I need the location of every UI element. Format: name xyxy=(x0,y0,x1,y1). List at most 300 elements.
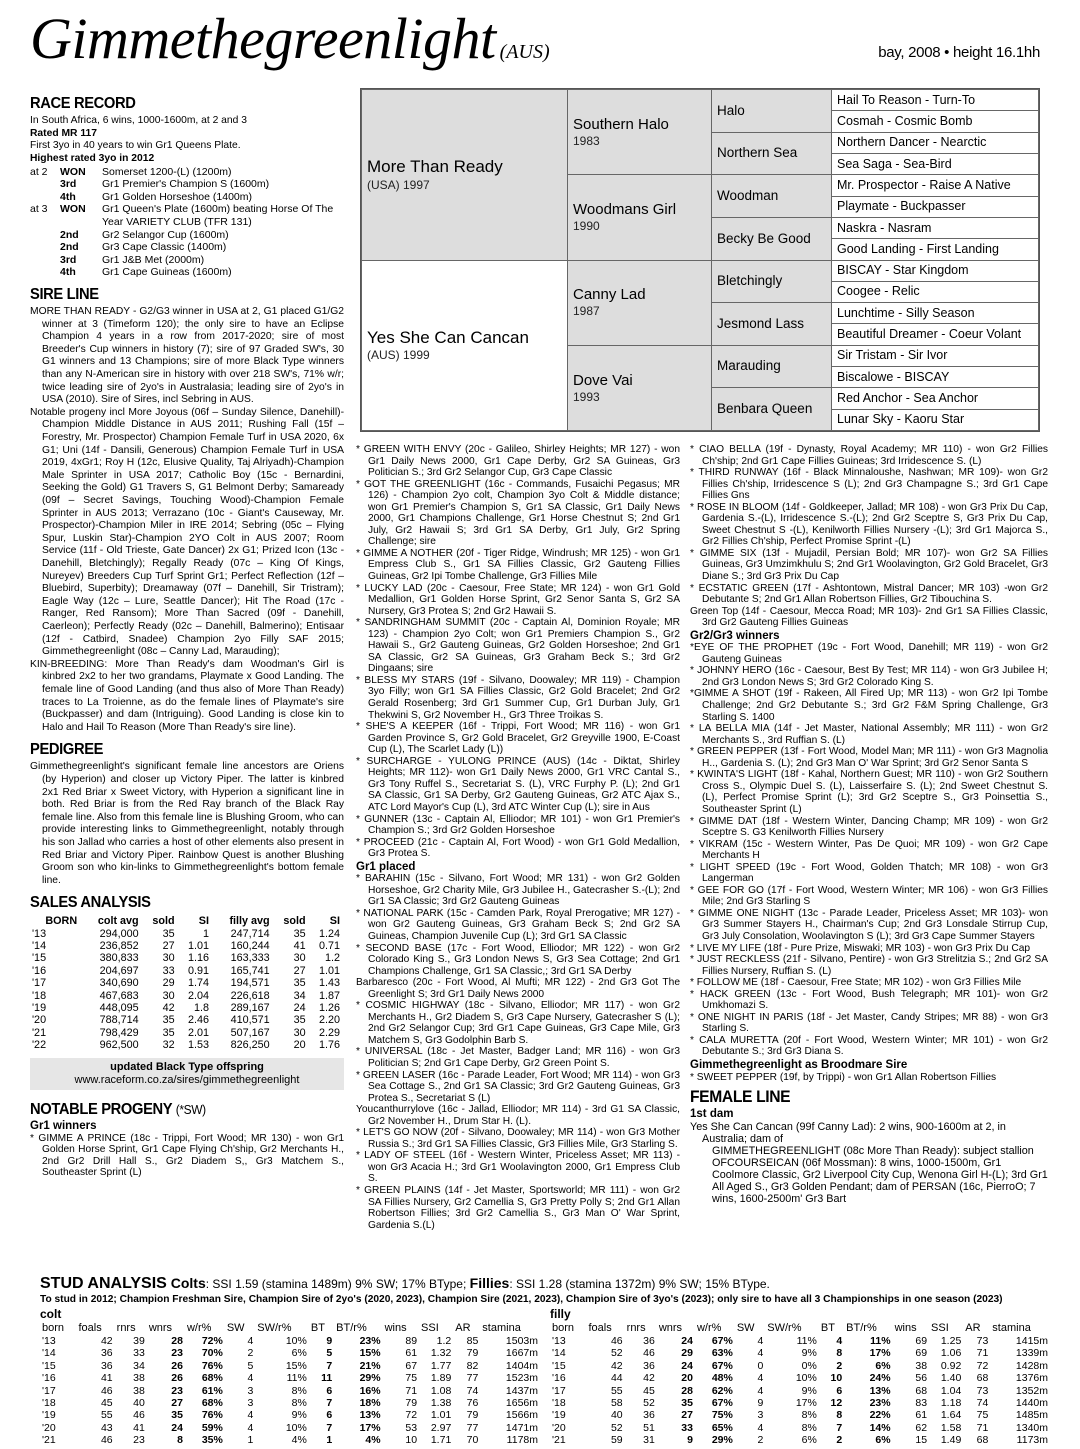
sales-cell: '22 xyxy=(32,1039,47,1052)
race-age xyxy=(30,178,60,191)
stud-cell: 68 xyxy=(976,1434,989,1447)
stud-cell: 20 xyxy=(681,1372,693,1385)
ped-sire: More Than Ready (USA) 1997 xyxy=(362,90,568,261)
stud-cell: '17 xyxy=(42,1384,56,1397)
stud-cell: '14 xyxy=(42,1347,56,1360)
sales-cell: 2.04 xyxy=(187,989,209,1002)
stud-cell: 1178m xyxy=(506,1434,538,1447)
sales-cell: 163,333 xyxy=(230,952,270,965)
progeny-entry: * SHE'S A KEEPER (16f - Trippi, Fort Wood; MR 116) - won Gr1 Garden Province S, Gr2 Gold Bracelet, Gr2 Greyville 1900, E-Coast Cup (L), The Scarlet Lady (L)) xyxy=(356,721,680,756)
stud-cell: 63% xyxy=(711,1347,733,1360)
stud-cell: 1404m xyxy=(505,1359,538,1372)
middle-column xyxy=(356,444,680,1266)
stud-cell: 77 xyxy=(466,1421,479,1434)
stud-cell: 8% xyxy=(801,1421,817,1434)
progeny-entry: * VIKRAM (15c - Western Winter, Pas De Quoi; MR 109) - won Gr2 Cape Merchants H xyxy=(690,838,1048,862)
sales-cell: '19 xyxy=(32,1001,47,1014)
stud-cell: 2 xyxy=(836,1434,843,1447)
progeny-entry: * GIMME A NOTHER (20f - Tiger Ridge, Windrush; MR 125) - won Gr1 Empress Club S., Gr1 SA Fillies Classic, Gr2 Gauteng Fillies Guineas, Gr2 Ipi Tombe Challenge, Gr3 Fillies Mile xyxy=(356,547,680,583)
stud-cell: 1352m xyxy=(1015,1384,1048,1397)
stud-cell: 36 xyxy=(643,1409,655,1422)
stud-cell: 53 xyxy=(405,1421,418,1434)
raceform-link[interactable]: www.raceform.co.za/sires/gimmethegreenlight xyxy=(74,1073,300,1086)
race-position: 3rd xyxy=(60,178,77,191)
stud-cell: 1.06 xyxy=(940,1347,962,1360)
stud-cell: 28 xyxy=(681,1384,693,1397)
stud-cell: 12 xyxy=(830,1397,843,1410)
stud-cell: 1471m xyxy=(505,1421,538,1434)
progeny-entry: Green Top (14f - Caesour, Mecca Road; MR 103)- 2nd Gr1 SA Fillies Classic, 3rd Gr2 Gauteng Fillies Guineas xyxy=(690,605,1048,629)
progeny-entry: * CALA MURETTA (20f - Fort Wood, Western Winter; MR 101) - won Gr2 Debutante S.; 3rd Gr3 Diana S. xyxy=(690,1034,1048,1058)
stud-cell: 46 xyxy=(610,1335,623,1347)
stud-cell: 72 xyxy=(405,1409,418,1422)
stud-cell: 8% xyxy=(801,1409,817,1422)
stud-cell: 11% xyxy=(286,1372,307,1385)
progeny-entry: * SURCHARGE - YULONG PRINCE (AUS) (14c - Diktat, Shirley Heights; MR 112)- won Gr1 Daily News 2000, Gr1 VRC Cantal S., Gr3 Tony Ruffel S., Secretariat S. (L), VRC Furphy P. (L); 2nd Gr1 SA Classic, Gr1 SA Derby, Gr2 Gauteng Guineas, Gr2 ATC Ajax S., ATC Lord Mayor's Cup (L), 3rd ATC Winter Cup (L); sire in Aus xyxy=(356,755,680,813)
sales-cell: 0.71 xyxy=(318,939,340,952)
sales-cell: '17 xyxy=(32,977,47,990)
stud-cell: 1415m xyxy=(1015,1335,1048,1347)
female-line-heading: FEMALE LINE xyxy=(690,1087,791,1107)
stud-cell: 68% xyxy=(201,1372,223,1385)
stud-cell: 61 xyxy=(405,1347,418,1360)
race-detail: Gr1 Premier's Champion S (1600m) xyxy=(102,178,270,191)
stud-cell: 1 xyxy=(247,1434,254,1447)
stud-cell: 2 xyxy=(836,1359,843,1372)
stud-cell: 1.08 xyxy=(430,1384,452,1397)
race-position: WON xyxy=(60,203,86,216)
sales-cell: 1 xyxy=(202,927,209,940)
sales-cell: 35 xyxy=(293,977,306,990)
sales-cell: '20 xyxy=(32,1014,47,1027)
sales-cell: 29 xyxy=(162,977,175,990)
race-record-row xyxy=(30,166,344,179)
progeny-entry: * HACK GREEN (13c - Fort Wood, Bush Telegraph; MR 101)- won Gr2 Umkhomazi S. xyxy=(690,988,1048,1012)
sales-cell: 1.2 xyxy=(324,952,340,965)
stud-header: rnrs xyxy=(626,1321,646,1334)
stud-cell: 76% xyxy=(201,1409,223,1422)
stud-cell: 56 xyxy=(915,1372,928,1385)
stud-cell: 11% xyxy=(796,1335,817,1347)
sales-cell: 35 xyxy=(293,927,306,940)
race-record-row xyxy=(30,229,344,242)
stud-cell: 35 xyxy=(681,1397,693,1410)
sales-cell: 1.24 xyxy=(318,927,340,940)
race-record-row xyxy=(30,241,344,254)
sales-cell: 27 xyxy=(162,939,175,952)
sales-cell: 165,741 xyxy=(230,964,270,977)
stud-cell: 15% xyxy=(359,1347,381,1360)
stud-cell: 26 xyxy=(171,1359,183,1372)
sales-row xyxy=(30,1002,342,1014)
stud-cell: 51 xyxy=(643,1421,655,1434)
stud-cell: 1437m xyxy=(505,1384,538,1397)
race-detail: Gr3 Cape Classic (1400m) xyxy=(102,241,227,254)
stud-header: w/r% xyxy=(186,1321,212,1334)
right-column xyxy=(690,444,1048,1266)
stud-header: AR xyxy=(455,1321,471,1334)
stud-row xyxy=(40,1372,540,1384)
sales-cell: 32 xyxy=(162,1039,175,1052)
stud-cell: 6 xyxy=(326,1384,333,1397)
sales-cell: '21 xyxy=(32,1026,47,1039)
sales-cell: 30 xyxy=(293,952,306,965)
stud-header: foals xyxy=(78,1321,102,1334)
progeny-entry: * SECOND BASE (17c - Fort Wood, Elliodor; MR 122) - won Gr2 Colorado King S., Gr3 London News S, Gr3 Sea Cottage; 2nd Gr1 Champions Challenge, Gr1 SA Classic,; 3rd Gr1 SA Derby xyxy=(356,942,680,977)
race-record-table xyxy=(30,166,344,279)
horse-name: Gimmethegreenlight (AUS) xyxy=(30,6,550,71)
stud-cell: 4 xyxy=(757,1347,764,1360)
stud-cell: '16 xyxy=(552,1372,566,1385)
sales-cell: 27 xyxy=(293,964,306,977)
colt-table xyxy=(40,1322,540,1447)
stud-cell: 17% xyxy=(795,1397,817,1410)
progeny-entry: * GIMME DAT (18f - Western Winter, Dancing Champ; MR 109) - won Gr2 Sceptre S. G3 Kenilworth Fillies Nursery xyxy=(690,815,1048,839)
ped-g3-1: Northern Sea xyxy=(712,132,832,175)
stud-cell: 46 xyxy=(133,1409,145,1422)
stud-cell: 52 xyxy=(610,1347,623,1360)
stud-cell: 3 xyxy=(757,1409,764,1422)
stud-cell: 1.38 xyxy=(430,1397,452,1410)
stud-cell: 39 xyxy=(133,1335,145,1347)
progeny-entry: * FOLLOW ME (18f - Caesour, Free State; MR 102) - won Gr3 Fillies Mile xyxy=(690,977,1022,989)
stud-cell: 68% xyxy=(201,1397,223,1410)
stud-cell: 82 xyxy=(466,1359,479,1372)
sales-cell: 2.20 xyxy=(318,1014,340,1027)
stud-cell: 7 xyxy=(836,1421,843,1434)
stud-cell: 0 xyxy=(757,1359,764,1372)
progeny-entry: * GREEN PLAINS (14f - Jet Master, Sportsworld; MR 111) - won Gr2 SA Fillies Nursery, Gr2 Camellia S, Gr3 Pretty Polly S; 2nd Gr1 Allan Robertson Fillies; 3rd Gr2 Camellia S., Gr3 Man O' War Sprint, Gardenia S.(L) xyxy=(356,1185,680,1231)
sales-analysis-heading: SALES ANALYSIS xyxy=(30,894,151,912)
stud-cell: 77 xyxy=(466,1372,479,1385)
stud-row xyxy=(550,1409,1050,1421)
stud-cell: 1.2 xyxy=(436,1335,452,1347)
sales-cell: 35 xyxy=(162,1026,175,1039)
stud-header: wnrs xyxy=(148,1321,173,1334)
ped-g3-7: Benbara Queen xyxy=(712,388,832,431)
sales-row xyxy=(30,952,342,964)
stud-cell: 1173m xyxy=(1016,1434,1048,1447)
stud-cell: 58 xyxy=(610,1397,623,1410)
sales-cell: 507,167 xyxy=(230,1026,270,1039)
ped-g4-12: Sir Tristam - Sir Ivor xyxy=(832,345,1039,366)
stud-header: born xyxy=(42,1321,65,1334)
sales-cell: 35 xyxy=(162,927,175,940)
stud-row xyxy=(40,1397,540,1409)
stud-cell: 1.01 xyxy=(430,1409,452,1422)
progeny-entry: * JUST RECKLESS (21f - Silvano, Pentire) - won Gr3 Strelitzia S.; 2nd Gr2 SA Fillies Nursery, Ruffian S. (L) xyxy=(690,954,1048,977)
ped-g4-9: Coogee - Relic xyxy=(832,281,1039,302)
stud-cell: 8 xyxy=(836,1347,843,1360)
stud-row xyxy=(550,1372,1050,1384)
progeny-entry: * COSMIC HIGHWAY (18c - Silvano, Elliodor; MR 117) - won Gr2 Merchants H., Gr2 Diadem S, Gr3 Cape Nursery, Gatecrasher S (L); 2nd Gr2 Selangor Cup; 3rd Gr1 Cape Guineas, Gr3 Cape Mile, Gr3 Matchem S, Gr3 Godolphin Barb S. xyxy=(356,1000,680,1046)
stud-cell: 38 xyxy=(133,1384,145,1397)
sales-row xyxy=(30,940,342,952)
stud-cell: 36 xyxy=(643,1359,655,1372)
stud-cell: '20 xyxy=(42,1421,56,1434)
stud-cell: 1.32 xyxy=(430,1347,452,1360)
ped-g3-2: Woodman xyxy=(712,175,832,218)
progeny-entry: * PROCEED (21c - Captain Al, Fort Wood) - won Gr1 Gold Medallion, Gr3 Protea S. xyxy=(356,836,680,860)
stud-cell: 72% xyxy=(201,1335,223,1347)
sales-row xyxy=(30,990,342,1002)
stud-cell: 7 xyxy=(326,1359,333,1372)
progeny-entry: * LA BELLA MIA (14f - Jet Master, National Assembly; MR 111) - won Gr2 Merchants S., 3rd Ruffian S. (L) xyxy=(690,723,1048,746)
stud-cell: 13% xyxy=(869,1384,891,1397)
sales-cell: 788,714 xyxy=(99,1014,139,1027)
stud-cell: 2 xyxy=(247,1347,254,1360)
updated-label: updated Black Type offspring xyxy=(110,1060,264,1073)
ped-g3-5: Jesmond Lass xyxy=(712,303,832,346)
ped-g4-11: Beautiful Dreamer - Coeur Volant xyxy=(832,324,1039,345)
stud-header: SSI xyxy=(421,1321,439,1334)
stud-cell: 76 xyxy=(466,1397,479,1410)
stud-cell: 65% xyxy=(711,1421,733,1434)
sales-cell: 42 xyxy=(162,1001,175,1014)
ped-g4-8: BISCAY - Star Kingdom xyxy=(832,260,1039,281)
sales-cell: 236,852 xyxy=(99,939,139,952)
stud-cell: 16% xyxy=(359,1384,381,1397)
ped-g4-10: Lunchtime - Silly Season xyxy=(832,303,1039,324)
notable-progeny-heading: NOTABLE PROGENY (*SW) xyxy=(30,1100,206,1118)
stud-cell: '18 xyxy=(552,1397,566,1410)
colt-table-label: colt xyxy=(40,1307,62,1322)
progeny-entry: * GIMME SIX (13f - Mujadil, Persian Bold; MR 107)- won Gr2 SA Fillies Guineas, Gr3 Umzimkhulu S; 2nd Gr1 Woolavington, Gr2 Gold Bracelet, Gr3 Diane S.; 3rd Gr3 Prix Du Cap xyxy=(690,547,1048,583)
stud-cell: 48% xyxy=(711,1372,733,1385)
stud-cell: 15 xyxy=(915,1434,928,1447)
progeny-entry: * LIGHT SPEED (19c - Fort Wood, Golden Thatch; MR 108) - won Gr3 Langerman xyxy=(690,861,1048,885)
left-column xyxy=(30,88,344,1268)
stud-cell: 36 xyxy=(100,1359,113,1372)
stud-cell: 67% xyxy=(711,1359,733,1372)
stud-cell: 9% xyxy=(291,1409,307,1422)
stud-cell: 4 xyxy=(247,1421,254,1434)
stud-cell: '21 xyxy=(42,1434,56,1447)
stud-header-row xyxy=(550,1322,1050,1335)
stud-cell: 1.89 xyxy=(430,1372,452,1385)
race-record-heading: RACE RECORD xyxy=(30,95,136,112)
stud-row xyxy=(550,1360,1050,1372)
stud-cell: 1.64 xyxy=(940,1409,962,1422)
stud-cell: 62% xyxy=(711,1384,733,1397)
sales-cell: 1.76 xyxy=(318,1039,340,1052)
stud-cell: 33 xyxy=(681,1421,693,1434)
ped-dam: Yes She Can Cancan (AUS) 1999 xyxy=(362,260,568,431)
race-record-row xyxy=(30,191,344,204)
ped-g3-3: Becky Be Good xyxy=(712,217,832,260)
progeny-entry: * THIRD RUNWAY (16f - Black Minnaloushe, Nashwan; MR 109)- won Gr2 Fillies Ch'ship, Irridescence S (L); 2nd Gr3 Champagne S.; 3rd Gr1 Cape Fillies Gns xyxy=(690,467,1048,502)
stud-header: rnrs xyxy=(116,1321,136,1334)
sales-cell: 410,571 xyxy=(230,1014,270,1027)
stud-header: wnrs xyxy=(658,1321,683,1334)
stud-cell: 24% xyxy=(869,1372,891,1385)
race-age xyxy=(30,254,60,267)
stud-row xyxy=(40,1385,540,1397)
stud-cell: 10% xyxy=(285,1335,307,1347)
progeny-entry: * GUNNER (13c - Captain Al, Elliodor; MR 101) - won Gr1 Premier's Champion S.; 3rd Gr2 Golden Horseshoe xyxy=(356,813,680,837)
stud-cell: 71 xyxy=(405,1384,418,1397)
stud-cell: 44 xyxy=(610,1372,623,1385)
sales-cell: 1.87 xyxy=(318,989,340,1002)
race-age: at 3 xyxy=(30,203,48,216)
stud-cell: 74 xyxy=(976,1397,989,1410)
stud-cell: 52 xyxy=(643,1397,655,1410)
sales-cell: 467,683 xyxy=(99,989,139,1002)
stud-cell: 79 xyxy=(405,1397,418,1410)
progeny-entry: * JOHNNY HERO (16c - Caesour, Best By Test; MR 114) - won Gr3 Jubilee H; 2nd Gr3 London News S; 3rd Gr2 Colorado King S. xyxy=(690,665,1048,688)
sales-cell: 962,500 xyxy=(99,1039,139,1052)
stud-cell: 27 xyxy=(681,1409,693,1422)
sales-row xyxy=(30,1027,342,1039)
stud-cell: 3 xyxy=(247,1384,254,1397)
stud-cell: 1428m xyxy=(1015,1359,1048,1372)
progeny-entry: * BLESS MY STARS (19f - Silvano, Doowaley; MR 119) - Champion 3yo Filly; won Gr1 SA Fillies Classic, Gr2 Gold Bracelet; 2nd Gr2 Gerald Rosenberg; 3rd Gr1 Summer Cup, Gr1 Durban July, Gr1 Thekwini S, Gr2 November H., Gr3 Three Troikas S. xyxy=(356,674,680,721)
sales-header: SI xyxy=(329,914,340,927)
progeny-entry: * NATIONAL PARK (15c - Camden Park, Royal Prerogative; MR 127) - won Gr2 Gauteng Guineas, Gr3 Graham Beck S; 2nd Gr2 SA Guineas, Champion Juvenile Cup (L); 3rd Gr1 SA Classic xyxy=(356,907,680,942)
sales-row xyxy=(30,928,342,940)
stud-cell: 1485m xyxy=(1015,1409,1048,1422)
stud-cell: 21% xyxy=(359,1359,381,1372)
sales-row xyxy=(30,965,342,977)
ped-g3-6: Marauding xyxy=(712,345,832,388)
fillies-summary: : SSI 1.28 (stamina 1372m) 9% SW; 15% BType. xyxy=(509,1277,770,1291)
stud-cell: 23 xyxy=(171,1347,183,1360)
first-dam-heading: 1st dam xyxy=(690,1108,734,1121)
stud-cell: 1523m xyxy=(505,1372,538,1385)
stud-header: BT/r% xyxy=(846,1321,877,1334)
stud-cell: 1340m xyxy=(1015,1421,1048,1434)
stud-cell: 8 xyxy=(836,1409,843,1422)
filly-table xyxy=(550,1322,1050,1447)
stud-cell: '18 xyxy=(42,1397,56,1410)
stud-cell: 61 xyxy=(915,1409,928,1422)
stud-cell: 26 xyxy=(171,1372,183,1385)
sire-line-text: MORE THAN READY - G2/G3 winner in USA at 2, G1 placed G1/G2 winner at 3 (Timeform 120); the only sire to have an Eclipse Champion 4 years in a row from 2017-2020; sire of most Breeder's Cup winners in history (7); sire of 97 Graded SW's, 30 G1 winners and 13 Champions; sire of more Black Type winners than any N-American sire in history with over 218 SW's, 71% w/r; twice leading sire of 2yo's in Australasia; leading sire of 2yo's in USA (2010). Sire of Sires, incl Sebring in AUS. xyxy=(30,306,344,406)
stud-cell: 8 xyxy=(177,1434,183,1447)
sales-row xyxy=(30,1014,342,1026)
stud-cell: 36 xyxy=(100,1347,113,1360)
sales-cell: 1.53 xyxy=(187,1039,209,1052)
ped-g3-4: Bletchingly xyxy=(712,260,832,303)
stud-cell: 55 xyxy=(100,1409,113,1422)
pedigree-heading: PEDIGREE xyxy=(30,741,104,759)
stud-cell: 10% xyxy=(285,1421,307,1434)
ped-sire-sire: Southern Halo 1983 xyxy=(568,90,712,175)
stud-cell: 29% xyxy=(359,1372,381,1385)
sales-cell: 24 xyxy=(293,1001,306,1014)
stud-cell: '13 xyxy=(552,1335,566,1347)
stud-cell: 29% xyxy=(711,1434,733,1447)
stud-cell: 67% xyxy=(711,1397,733,1410)
stud-cell: 27 xyxy=(171,1397,183,1410)
progeny-entry: * GOT THE GREENLIGHT (16c - Commands, Fusaichi Pegasus; MR 126) - Champion 2yo colt, Champion 3yo Colt & Middle distance; won Gr1 Premier's Champion S, Gr1 SA Classic, Gr1 Daily News 2000, Gr1 Champions Challenge, Gr1 Horse Chestnut S; 2nd Gr1 July, Gr2 Hawaii S; 3rd Gr1 SA Derby, Gr1 July, Gr2 Spring Challenge; sire xyxy=(356,478,680,548)
stud-header: w/r% xyxy=(696,1321,722,1334)
stud-cell: 1376m xyxy=(1015,1372,1048,1385)
stud-cell: 42 xyxy=(100,1335,113,1347)
stud-row xyxy=(40,1434,540,1446)
sales-cell: '16 xyxy=(32,964,47,977)
race-detail: Gr1 Queen's Plate (1600m) beating Horse Of The Year VARIETY CLUB (TFR 131) xyxy=(102,203,334,228)
stud-cell: 10 xyxy=(405,1434,418,1447)
sales-table xyxy=(30,915,342,1052)
stud-header: SW/r% xyxy=(767,1321,802,1334)
sales-header: sold xyxy=(152,914,175,927)
stud-cell: 75 xyxy=(405,1372,418,1385)
progeny-entry: * GEE FOR GO (17f - Fort Wood, Western Winter; MR 106) - won Gr3 Fillies Mile; 2nd Gr3 Starling S xyxy=(690,884,1048,908)
sales-cell: '15 xyxy=(32,952,47,965)
stud-row xyxy=(550,1385,1050,1397)
stud-cell: 6% xyxy=(291,1347,307,1360)
stud-header: SW xyxy=(736,1321,755,1334)
stud-cell: 41 xyxy=(133,1421,145,1434)
sales-cell: 1.01 xyxy=(187,939,209,952)
stud-cell: 73 xyxy=(976,1384,989,1397)
stud-cell: 67% xyxy=(711,1335,733,1347)
stud-analysis-heading: STUD ANALYSIS xyxy=(40,1275,167,1292)
stud-cell: 15% xyxy=(285,1359,307,1372)
stud-cell: 2 xyxy=(757,1434,764,1447)
progeny-entry: * LET'S GO NOW (20f - Silvano, Doowaley; MR 114) - won Gr3 Mother Russia S.; 3rd Gr1 SA Fillies Classic, Gr3 Fillies Mile, Gr3 Starling S. xyxy=(356,1127,680,1150)
progeny-entry: * LUCKY LAD (20c - Caesour, Free State; MR 124) - won Gr1 Gold Medallion, Gr1 Golden Horse Sprint, Gr2 Senor Santa S, Gr2 SA Nursery, Gr3 Protea S; 2nd Gr2 Hawaii S. xyxy=(356,582,680,617)
stud-cell: 4 xyxy=(757,1421,764,1434)
pedigree-text: Gimmethegreenlight's significant female line ancestors are Oriens (by Hyperion) and closer up Victory Piper. The latter is kinbred 2x1 Red Briar x Sweet Victory, with Hyperion a significant line in both. Red Briar is from the Red Ray branch of the Black Ray female line. Also from this female line is Blushing Groom, who can provide interesting links to Gimmethegreenlight, notably through his son Jallad who carries a host of other elements also present in Red Briar and Victory Piper. Rainbow Quest is another Blushing Groom son who kin-links to Gimmethegreenlight's bottom female line. xyxy=(30,761,344,886)
sales-cell: 340,690 xyxy=(99,977,139,990)
race-position: 2nd xyxy=(60,228,79,241)
sales-cell: 247,714 xyxy=(230,927,270,940)
ped-g4-2: Northern Dancer - Nearctic xyxy=(832,132,1039,153)
sales-cell: 826,250 xyxy=(230,1039,270,1052)
sire-line-heading: SIRE LINE xyxy=(30,285,99,303)
ped-g3-0: Halo xyxy=(712,90,832,133)
sales-cell: 35 xyxy=(293,1014,306,1027)
stud-cell: 40 xyxy=(133,1397,145,1410)
ped-g4-15: Lunar Sky - Kaoru Star xyxy=(832,409,1039,430)
stud-cell: 1339m xyxy=(1015,1347,1048,1360)
race-record-row xyxy=(30,203,344,228)
stud-cell: 4 xyxy=(757,1384,764,1397)
sales-cell: 448,095 xyxy=(99,1001,139,1014)
stud-cell: 68 xyxy=(976,1372,989,1385)
sales-header: BORN xyxy=(45,914,78,927)
stud-cell: '13 xyxy=(42,1335,56,1347)
stud-cell: 1667m xyxy=(505,1347,538,1360)
stud-cell: 4 xyxy=(247,1372,254,1385)
colts-label: Colts xyxy=(170,1275,206,1291)
sales-cell: 30 xyxy=(162,952,175,965)
stud-cell: 35 xyxy=(171,1409,183,1422)
stud-cell: 2.97 xyxy=(430,1421,452,1434)
stud-cell: 8% xyxy=(291,1397,307,1410)
progeny-entry: * GREEN LASER (16c - Parade Leader, Fort Wood; MR 114) - won Gr3 Sea Cottage S., 2nd Gr1 SA Classic; 3rd Gr2 Gauteng Guineas, Gr3 Protea S., Secretariat S (L) xyxy=(356,1069,680,1104)
race-age: at 2 xyxy=(30,165,48,178)
progeny-entry: * UNIVERSAL (18c - Jet Master, Badger Land; MR 116) - won Gr3 Politician S; 2nd Gr1 Cape Derby, Gr2 Green Point S. xyxy=(356,1046,680,1069)
gr1-placed-heading: Gr1 placed xyxy=(356,860,416,873)
sales-cell: 1.8 xyxy=(193,1001,209,1014)
race-age xyxy=(30,266,60,279)
stud-cell: 1.25 xyxy=(940,1335,962,1347)
sales-cell: 160,244 xyxy=(230,939,270,952)
stud-cell: 46 xyxy=(643,1347,655,1360)
race-age xyxy=(30,229,60,242)
sales-cell: 289,167 xyxy=(230,1001,270,1014)
stud-cell: 4% xyxy=(365,1434,381,1447)
stud-cell: 55 xyxy=(610,1384,623,1397)
progeny-entry: * SANDRINGHAM SUMMIT (20c - Captain Al, Dominion Royale; MR 123) - Champion 2yo Colt; won Gr1 Premiers Champion S., Gr2 Hawaii S., Gr2 Gauteng Guineas, Gr2 Golden Horseshoe; 2nd Gr1 SA Classic, Gr2 SA Guineas, Gr3 Graham Beck S.; 3rd Gr2 Dingaans; sire xyxy=(356,617,680,675)
stud-cell: 9 xyxy=(326,1335,333,1347)
stud-cell: 62 xyxy=(915,1421,928,1434)
stud-cell: 69 xyxy=(915,1347,928,1360)
race-detail: Gr1 Cape Guineas (1600m) xyxy=(102,266,232,279)
